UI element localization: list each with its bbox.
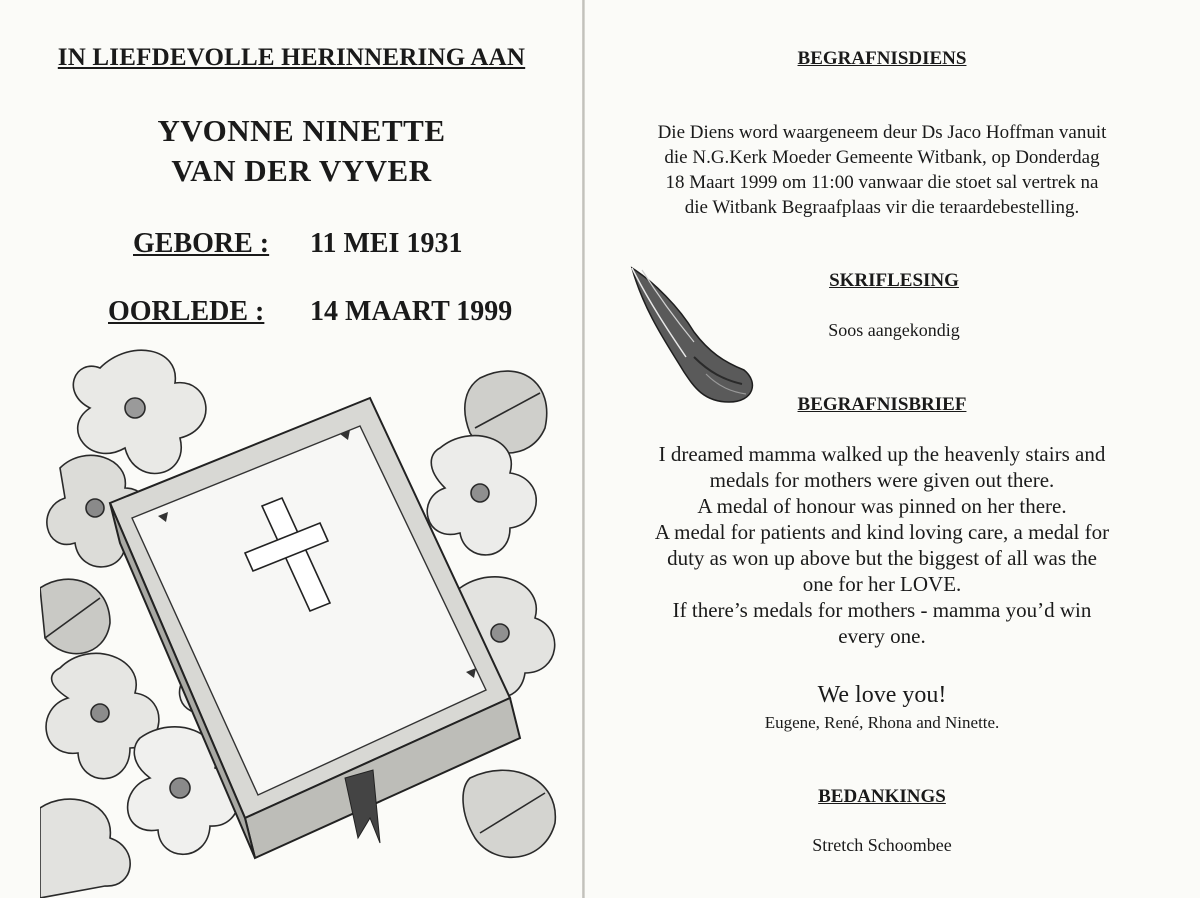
letter-text — [584, 441, 1180, 649]
service-text — [584, 120, 1180, 220]
scripture-title: SKRIFLESING — [829, 270, 959, 291]
deceased-name-line-1: YVONNE NINETTE — [157, 113, 446, 148]
death-label: OORLEDE : — [108, 296, 265, 327]
scripture-text: Soos aangekondig — [828, 320, 960, 340]
letter-line: A medal of honour was pinned on her there. — [697, 494, 1067, 518]
letter-line: every one. — [838, 624, 926, 648]
service-line: die N.G.Kerk Moeder Gemeente Witbank, op Donderdag — [664, 147, 1100, 168]
bible-flowers-illustration — [40, 338, 580, 898]
praying-hands-icon — [624, 262, 764, 407]
service-line: Die Diens word waargeneem deur Ds Jaco Hoffman vanuit — [657, 122, 1107, 143]
service-title: BEGRAFNISDIENS — [797, 48, 967, 69]
flower-icon — [427, 436, 536, 555]
letter-title: BEGRAFNISBRIEF — [797, 394, 967, 415]
thanks-title: BEDANKINGS — [818, 786, 946, 807]
letter-line: one for her LOVE. — [802, 572, 962, 596]
birth-date: 11 MEI 1931 — [310, 228, 463, 259]
memorial-heading: IN LIEFDEVOLLE HERINNERING AAN — [57, 44, 526, 71]
birth-label: GEBORE : — [133, 228, 270, 259]
letter-line: If there’s medals for mothers - mamma you’d win — [672, 598, 1092, 622]
letter-line: duty as won up above but the biggest of all was the — [667, 546, 1097, 570]
letter-closing: We love you! — [817, 682, 947, 708]
leaf-icon — [40, 579, 110, 653]
service-line: die Witbank Begraafplaas vir die teraardebestelling. — [684, 197, 1080, 218]
flower-icon — [40, 799, 130, 898]
letter-line: A medal for patients and kind loving care, a medal for — [654, 520, 1110, 544]
letter-signature: Eugene, René, Rhona and Ninette. — [764, 713, 1000, 732]
letter-line: I dreamed mamma walked up the heavenly stairs and — [658, 442, 1106, 466]
service-line: 18 Maart 1999 om 11:00 vanwaar die stoet sal vertrek na — [665, 172, 1099, 193]
leaf-icon — [463, 770, 555, 857]
death-date: 14 MAART 1999 — [310, 296, 513, 327]
thanks-text: Stretch Schoombee — [812, 835, 952, 855]
letter-line: medals for mothers were given out there. — [709, 468, 1055, 492]
deceased-name-line-2: VAN DER VYVER — [171, 153, 432, 188]
